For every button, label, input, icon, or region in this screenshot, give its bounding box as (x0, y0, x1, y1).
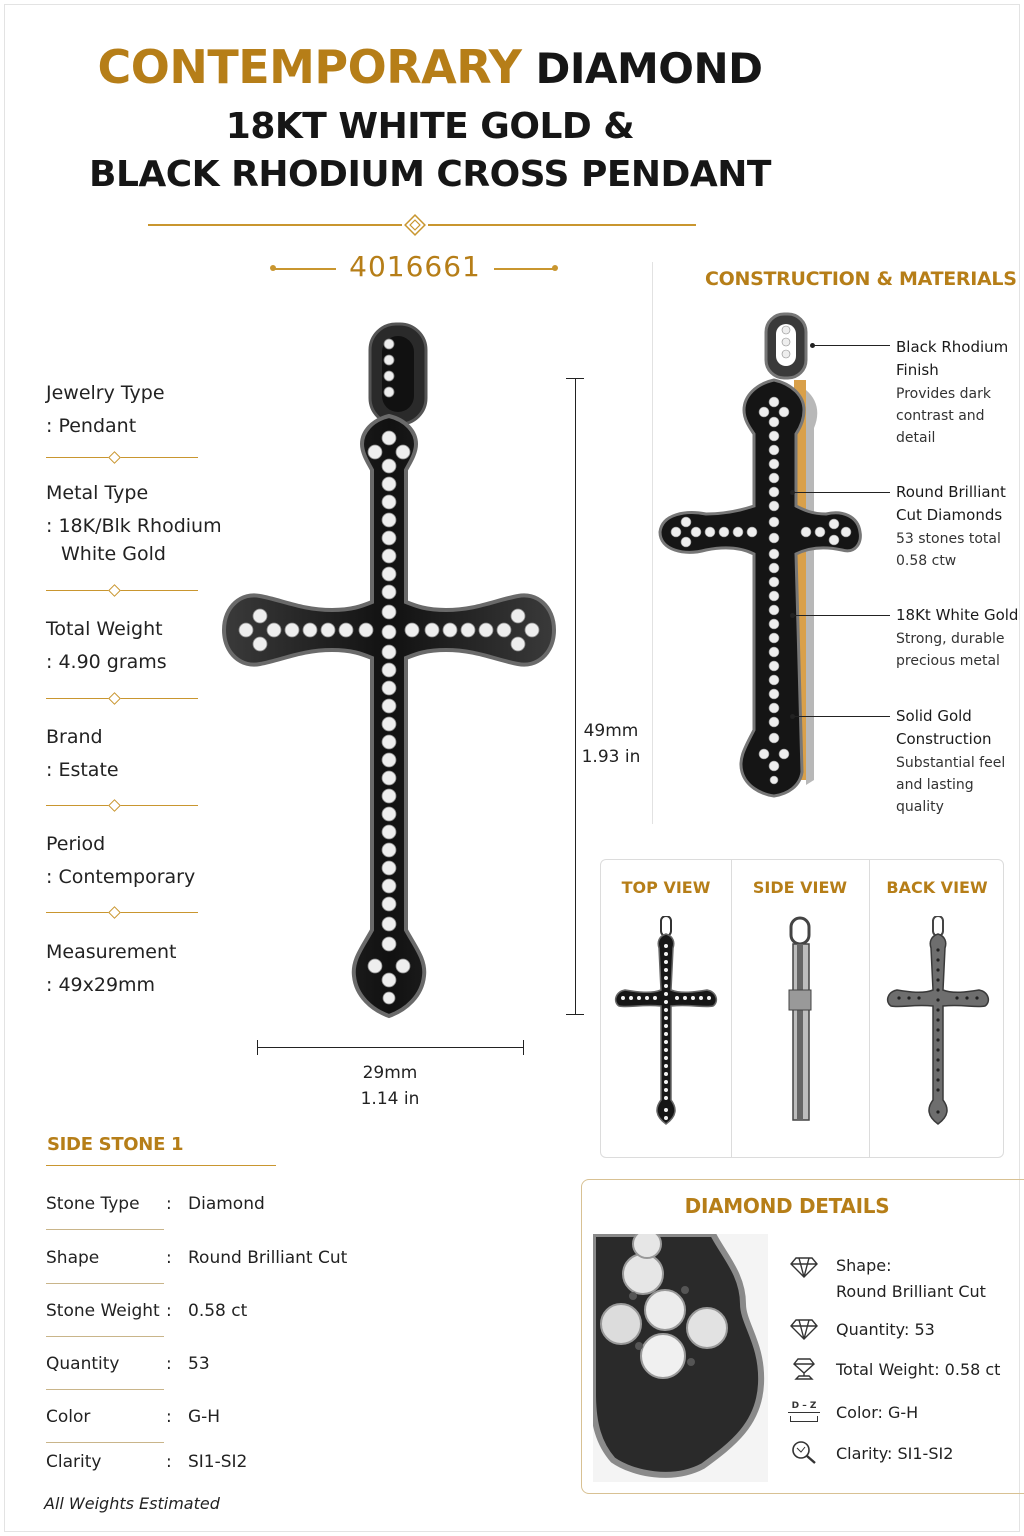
height-dimension-tick-top (566, 378, 584, 379)
diamond-total-weight: Total Weight: 0.58 ct (836, 1360, 1001, 1379)
height-dimension-label (574, 718, 648, 770)
sku-dot-left (270, 265, 276, 271)
callout-line (792, 716, 890, 717)
stone-row-label: Quantity (46, 1354, 120, 1374)
back-view-title: BACK VIEW (886, 878, 988, 897)
diamond-shape-label: Shape: (836, 1256, 892, 1275)
cross-side-angle-image (656, 310, 866, 800)
spec-divider (46, 912, 198, 913)
title-line-3: BLACK RHODIUM CROSS PENDANT (89, 154, 771, 195)
title-rule-left (148, 224, 402, 226)
stone-row-value: G-H (188, 1407, 221, 1427)
top-view-title: TOP VIEW (621, 878, 711, 897)
stone-row-divider (46, 1442, 164, 1443)
spec-divider (46, 698, 198, 699)
callout-desc: Provides dark contrast and detail (896, 386, 991, 446)
sku-dot-right (552, 265, 558, 271)
callout-solid-gold (896, 705, 1020, 818)
diamond-details-title: DIAMOND DETAILS (684, 1194, 890, 1218)
diamond-weight-icon (790, 1357, 818, 1381)
construction-title: CONSTRUCTION & MATERIALS (705, 268, 1017, 290)
stone-row-label: Color (46, 1407, 91, 1427)
title-accent: CONTEMPORARY (97, 40, 522, 94)
callout-title: Black Rhodium Finish (896, 338, 1009, 379)
width-dimension-tick-right (523, 1040, 524, 1055)
stone-row-divider (46, 1336, 164, 1337)
sku-rule-right (494, 268, 556, 270)
diamond-shape-icon (790, 1255, 818, 1279)
stone-row-colon: : (166, 1354, 172, 1374)
width-dimension-label (340, 1060, 440, 1112)
spec-label: Brand (46, 726, 103, 748)
callout-title: 18Kt White Gold (896, 606, 1019, 624)
spec-label: Jewelry Type (46, 382, 165, 404)
callout-title: Round Brilliant Cut Diamonds (896, 483, 1006, 524)
stone-row-value: 0.58 ct (188, 1301, 248, 1321)
side-view-image (779, 916, 823, 1128)
side-view-title: SIDE VIEW (752, 878, 848, 897)
color-scale-icon-ticks (790, 1416, 818, 1422)
stone-row-value: Diamond (188, 1194, 265, 1214)
stone-row-colon: : (166, 1248, 172, 1268)
diamond-ornament-icon (404, 214, 426, 236)
spec-divider (46, 805, 198, 806)
height-mm: 49mm (583, 721, 639, 741)
diamond-quantity: Quantity: 53 (836, 1320, 935, 1339)
callout-desc: Strong, durable precious metal (896, 631, 1005, 669)
cross-pendant-image (212, 320, 566, 1020)
callout-desc: Substantial feel and lasting quality (896, 755, 1006, 815)
callout-desc: 53 stones total 0.58 ctw (896, 531, 1001, 569)
stone-row-value: 53 (188, 1354, 210, 1374)
callout-line (792, 492, 890, 493)
spec-label: Period (46, 833, 106, 855)
footnote: All Weights Estimated (44, 1494, 220, 1513)
spec-value: : Estate (46, 759, 119, 781)
column-separator (652, 262, 653, 824)
width-in: 1.14 in (360, 1089, 420, 1109)
diamond-color: Color: G-H (836, 1403, 919, 1422)
stone-row-colon: : (166, 1194, 172, 1214)
diamond-closeup-image (593, 1234, 768, 1482)
stone-row-colon: : (166, 1301, 172, 1321)
callout-dot (790, 490, 795, 495)
width-dimension-tick-left (257, 1040, 258, 1055)
color-scale-icon: D – Z (788, 1401, 820, 1413)
stone-row-label: Clarity (46, 1452, 102, 1472)
stone-row-label: Stone Type (46, 1194, 140, 1214)
stone-row-divider (46, 1389, 164, 1390)
stone-row-divider (46, 1283, 164, 1284)
back-view-image (883, 916, 993, 1128)
spec-label: Metal Type (46, 482, 149, 504)
magnifier-icon (790, 1440, 818, 1464)
callout-white-gold (896, 604, 1020, 672)
views-panel (600, 859, 1004, 1158)
callout-line (812, 345, 890, 346)
width-dimension-line (257, 1047, 524, 1048)
spec-value-2: White Gold (61, 543, 166, 565)
callout-diamonds (896, 481, 1020, 572)
view-separator (731, 860, 732, 1157)
height-in: 1.93 in (581, 747, 641, 767)
title-word: DIAMOND (535, 44, 763, 93)
callout-black-rhodium (896, 336, 1020, 449)
callout-dot (790, 714, 795, 719)
stone-row-divider (46, 1229, 164, 1230)
spec-divider (46, 457, 198, 458)
stone-row-colon: : (166, 1407, 172, 1427)
title-rule-right (428, 224, 696, 226)
stone-row-value: Round Brilliant Cut (188, 1248, 348, 1268)
stone-row-label: Shape (46, 1248, 100, 1268)
top-view-image (611, 916, 721, 1128)
callout-dot (790, 613, 795, 618)
view-separator (869, 860, 870, 1157)
width-mm: 29mm (362, 1063, 418, 1083)
callout-line (792, 615, 890, 616)
height-dimension-tick-bottom (566, 1014, 584, 1015)
side-stone-title: SIDE STONE 1 (47, 1134, 184, 1155)
side-stone-rule (46, 1165, 276, 1166)
spec-value: : Pendant (46, 415, 137, 437)
spec-divider (46, 590, 198, 591)
callout-title: Solid Gold Construction (896, 707, 992, 748)
diamond-shape-value: Round Brilliant Cut (836, 1282, 986, 1301)
sku-rule-left (272, 268, 336, 270)
callout-dot (810, 343, 815, 348)
stone-row-value: SI1-SI2 (188, 1452, 248, 1472)
spec-label: Measurement (46, 941, 177, 963)
spec-value: : Contemporary (46, 866, 196, 888)
diamond-quantity-icon (790, 1317, 818, 1341)
spec-label: Total Weight (46, 618, 163, 640)
spec-value: : 4.90 grams (46, 651, 167, 673)
title-line-2: 18KT WHITE GOLD & (225, 106, 635, 147)
stone-row-label: Stone Weight (46, 1301, 160, 1321)
title-line-1 (0, 40, 860, 94)
diamond-clarity: Clarity: SI1-SI2 (836, 1444, 954, 1463)
sku-number: 4016661 (349, 250, 481, 283)
spec-value: : 49x29mm (46, 974, 156, 996)
height-dimension-line (575, 378, 576, 1014)
stone-row-colon: : (166, 1452, 172, 1472)
spec-value: : 18K/Blk Rhodium (46, 515, 222, 537)
